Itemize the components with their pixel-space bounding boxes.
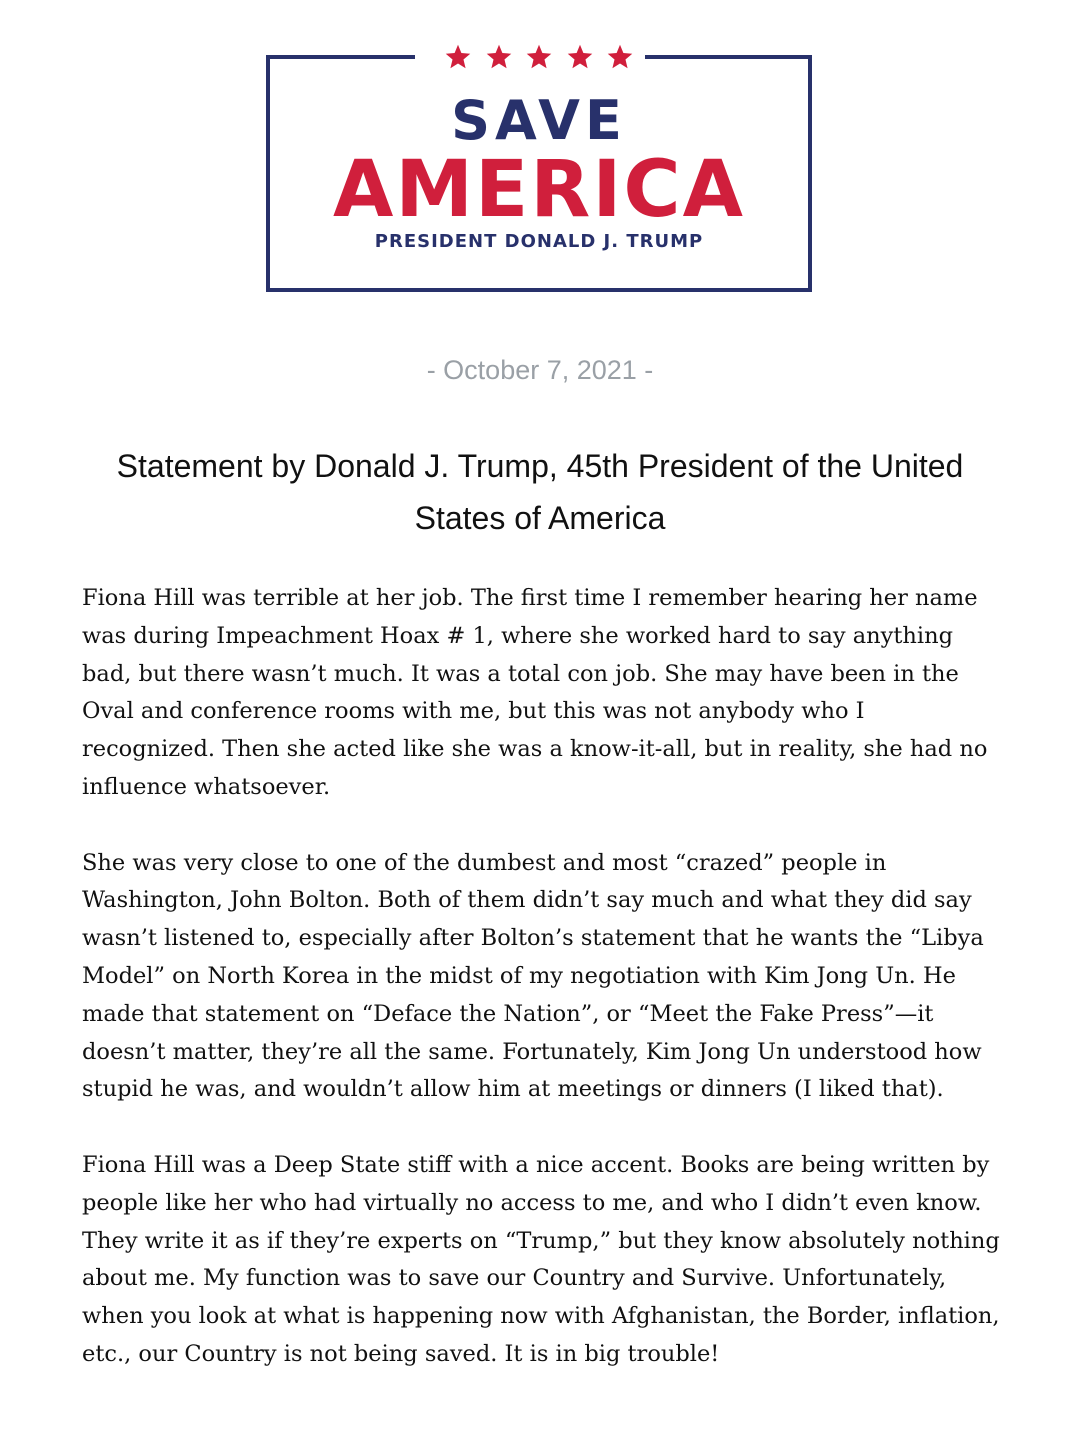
star-icon (525, 43, 553, 71)
logo-president-text: PRESIDENT DONALD J. TRUMP (374, 231, 704, 252)
star-icon (444, 43, 472, 71)
body-paragraph: Fiona Hill was terrible at her job. The first time I remember hearing her name was during Impeachment Hoax # 1, where she worked hard to say anything bad, but there wasn’t much. It was a total con job. She may have been in the Oval and conference rooms with me, but this was not anybody who I recognized. Then she acted like she was a know-it-all, but in reality, she had no influence whatsoever. (82, 585, 988, 800)
statement-date: - October 7, 2021 - (426, 355, 654, 385)
save-america-logo (266, 55, 812, 292)
logo-stars (444, 41, 634, 73)
logo-america-text: AMERICA (333, 145, 745, 235)
logo-save-text: SAVE (451, 89, 627, 152)
statement-body (82, 580, 1002, 1412)
statement-title: Statement by Donald J. Trump, 45th President of the United States of America (116, 448, 964, 536)
star-icon (606, 43, 634, 71)
body-paragraph: Fiona Hill was a Deep State stiff with a nice accent. Books are being written by people like her who had virtually no access to me, and who I didn’t even know. They write it as if they’re experts on “Trump,” but they know absolutely nothing about me. My function was to save our Country and Survive. Unfortunately, when you look at what is happening now with Afghanistan, the Border, inflation, etc., our Country is not being saved. It is in big trouble! (82, 1151, 1000, 1367)
star-icon (485, 43, 513, 71)
body-paragraph: She was very close to one of the dumbest and most “crazed” people in Washington, John Bolton. Both of them didn’t say much and what they did say wasn’t listened to, especially after Bolton’s statement that he wants the “Libya Model” on North Korea in the midst of my negotiation with Kim Jong Un. He made that statement on “Deface the Nation”, or “Meet the Fake Press”—it doesn’t matter, they’re all the same. Fortunately, Kim Jong Un understood how stupid he was, and wouldn’t allow him at meetings or dinners (I liked that). (82, 849, 984, 1103)
star-icon (566, 43, 594, 71)
